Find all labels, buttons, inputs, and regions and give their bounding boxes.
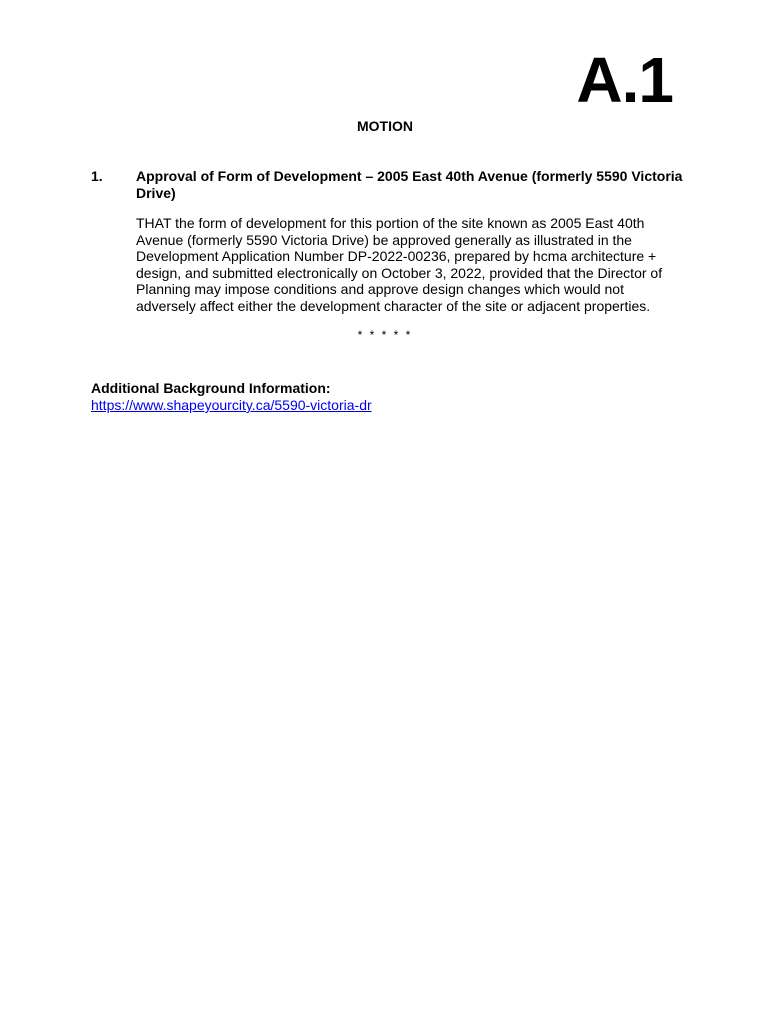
background-info-link[interactable]: https://www.shapeyourcity.ca/5590-victoria-dr	[91, 397, 372, 413]
motion-body: THAT the form of development for this portion of the site known as 2005 East 40th Avenue (formerly 5590 Victoria Drive) be approved generally as illustrated in the Development Application Number DP-2022-00236, prepared by hcma architecture + design, and submitted electronically on October 3, 2022, provided that the Director of Planning may impose conditions and approve design changes which would not adversely affect either the development character of the site or adjacent properties.	[136, 215, 663, 314]
agenda-item-code: A.1	[576, 44, 673, 116]
background-info-label: Additional Background Information:	[91, 380, 331, 396]
motion-title: Approval of Form of Development – 2005 East 40th Avenue (formerly 5590 Victoria Drive)	[136, 168, 683, 201]
motion-number: 1.	[91, 168, 103, 184]
section-separator: * * * * *	[357, 328, 413, 342]
motion-heading: MOTION	[357, 118, 413, 134]
